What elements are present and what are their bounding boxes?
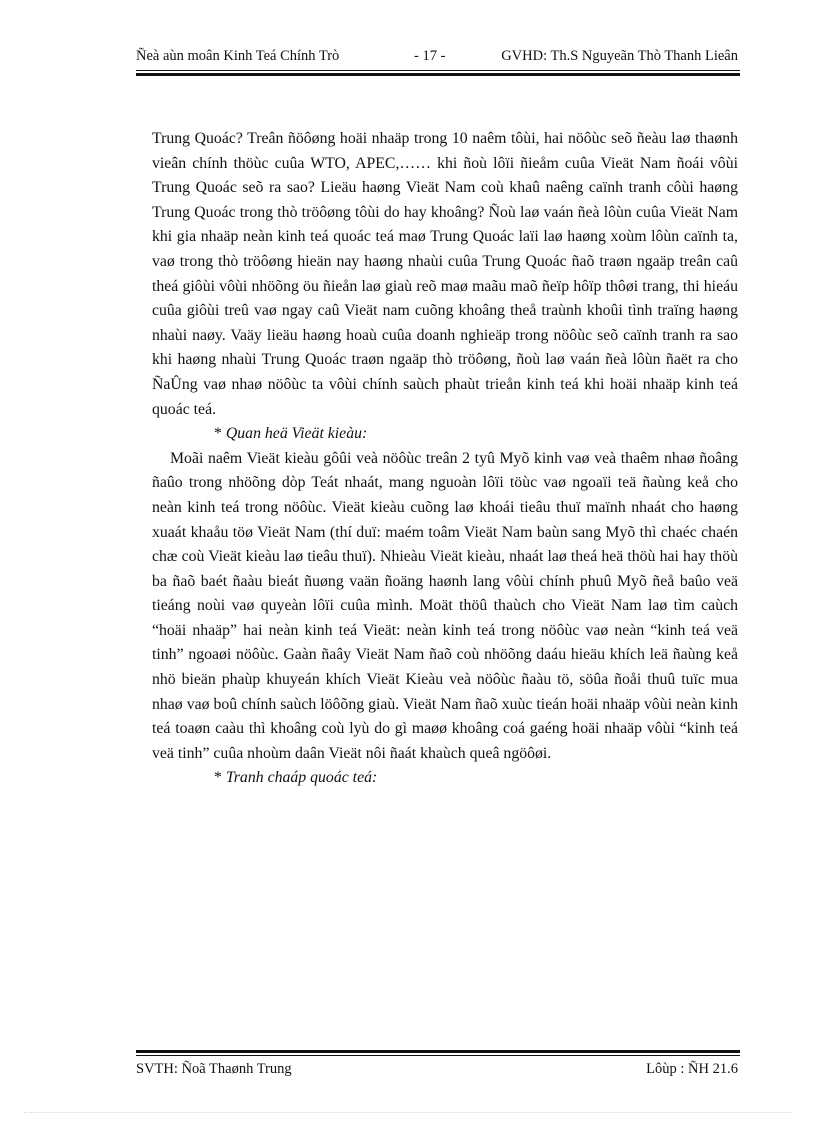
section-heading-viet-kieu — [152, 422, 738, 447]
page-body — [152, 127, 738, 791]
page-edge-divider — [24, 1112, 792, 1113]
section-heading-text: Tranh chaáp quoác teá: — [225, 769, 378, 787]
footer-rule-thick — [136, 1050, 740, 1053]
header-instructor: GVHD: Th.S Nguyeãn Thò Thanh Lieân — [501, 48, 738, 64]
paragraph-trung-quoc: Trung Quoác? Treân ñöôøng hoäi nhaäp trong 10 naêm tôùi, hai nöôùc seõ ñeàu laø thaønh vieân chính thöùc cuûa WTO, APEC,…… khi ñoù lôïi ñieåm cuûa Vieät Nam ñoái vôùi Trung Quoác seõ ra sao? Lieäu haøng Vieät Nam coù khaû naêng caïnh tranh côùi haøng Trung Quoác trong thò tröôøng tôùi do hay khoâng? Ñoù laø vaán ñeà lôùn cuûa Vieät Nam khi gia nhaäp neàn kinh teá quoác teá maø Trung Quoác laïi laø haøng xoùm lôùn caïnh ta, vaø trong thò tröôøng hieän nay haøng nhaùi cuûa Trung Quoác ñaõ traøn ngaäp treân caû theá giôùi vôùi nhöõng öu ñieån laø giaù reõ maø maãu maõ ñeïp hôïp thôøi trang, thi hieáu cuûa giôùi treû vaø ngay caû Vieät nam cuõng khoâng theå traùnh khoûi tình traïng haøng nhaùi naøy. Vaäy lieäu haøng hoaù cuûa doanh nghieäp trong nöôùc seõ caïnh tranh ra sao khi haøng nhaùi Trung Quoác traøn ngaäp thò tröôøng, ñoù laø vaán ñeà lôùn ñaët ra cho ÑaÛng vaø nhaø nöôùc ta vôùi chính saùch phaùt trieån kinh teá khi hoäi nhaäp kinh teá quoác teá. — [152, 130, 738, 418]
footer-class: Lôùp : ÑH 21.6 — [646, 1061, 738, 1077]
header-rule-thick — [136, 73, 740, 76]
section-heading-tranh-chap — [152, 766, 738, 791]
paragraph-viet-kieu: Moãi naêm Vieät kieàu gôûi veà nöôùc treân 2 tyû Myõ kinh vaø veà thaêm nhaø ñoâng ñaûo trong nhöõng dòp Teát nhaát, mang nguoàn lôïi töùc vaø ngoaïi teä ñaùng keå cho neàn kinh teá trong nöôùc. Vieät kieàu cuõng laø khoái tieâu thuï maïnh nhaát cho haøng xuaát khaåu töø Vieät Nam (thí duï: maém toâm Vieät Nam baùn sang Myõ thì chaéc chaén chæ coù Vieät kieàu laø tieâu thuï). Nhieàu Vieät kieàu, nhaát laø theá heä thöù hai hay thöù ba ñaõ baét ñaàu bieát ñuøng vaän ñoäng haønh lang vôùi chính phuû Myõ ñeå baûo veä tieáng noùi vaø quyeàn lôïi cuûa mình. Moät thöû thaùch cho Vieät Nam laø tìm caùch “hoäi nhaäp” hai neàn kinh teá Vieät: neàn kinh teá trong nöôùc vaø neàn “kinh teá veä tinh” ngoaøi nöôùc. Gaàn ñaây Vieät Nam ñaõ coù nhöõng daáu hieäu khích leä ñaùng keå nhö bieän phaùp khuyeán khích Vieät Kieàu veà nöôùc ñaàu tö, söûa ñoåi thuû tuïc mua nhaø vaø boû chính saùch löôõng giaù. Vieät Nam ñaõ xuùc tieán hoäi nhaäp vôùi neàn kinh teá toaøn caàu thì khoâng coù lyù do gì maøø khoâng coá gaéng hoäi nhaäp vôùi “kinh teá veä tinh” cuûa nhoùm daân Vieät nôi ñaát khaùch queâ ngöôøi. — [152, 449, 738, 762]
section-heading-text: Quan heä Vieät kieàu: — [225, 425, 368, 443]
footer-student: SVTH: Ñoã Thaønh Trung — [136, 1061, 292, 1077]
bullet-marker: * — [214, 769, 222, 787]
header-page-number: - 17 - — [414, 48, 446, 64]
header-rule-thin — [136, 70, 740, 71]
bullet-marker: * — [214, 425, 222, 443]
footer-rule-thin — [136, 1055, 740, 1056]
header-course-title: Ñeà aùn moân Kinh Teá Chính Trò — [136, 48, 340, 64]
